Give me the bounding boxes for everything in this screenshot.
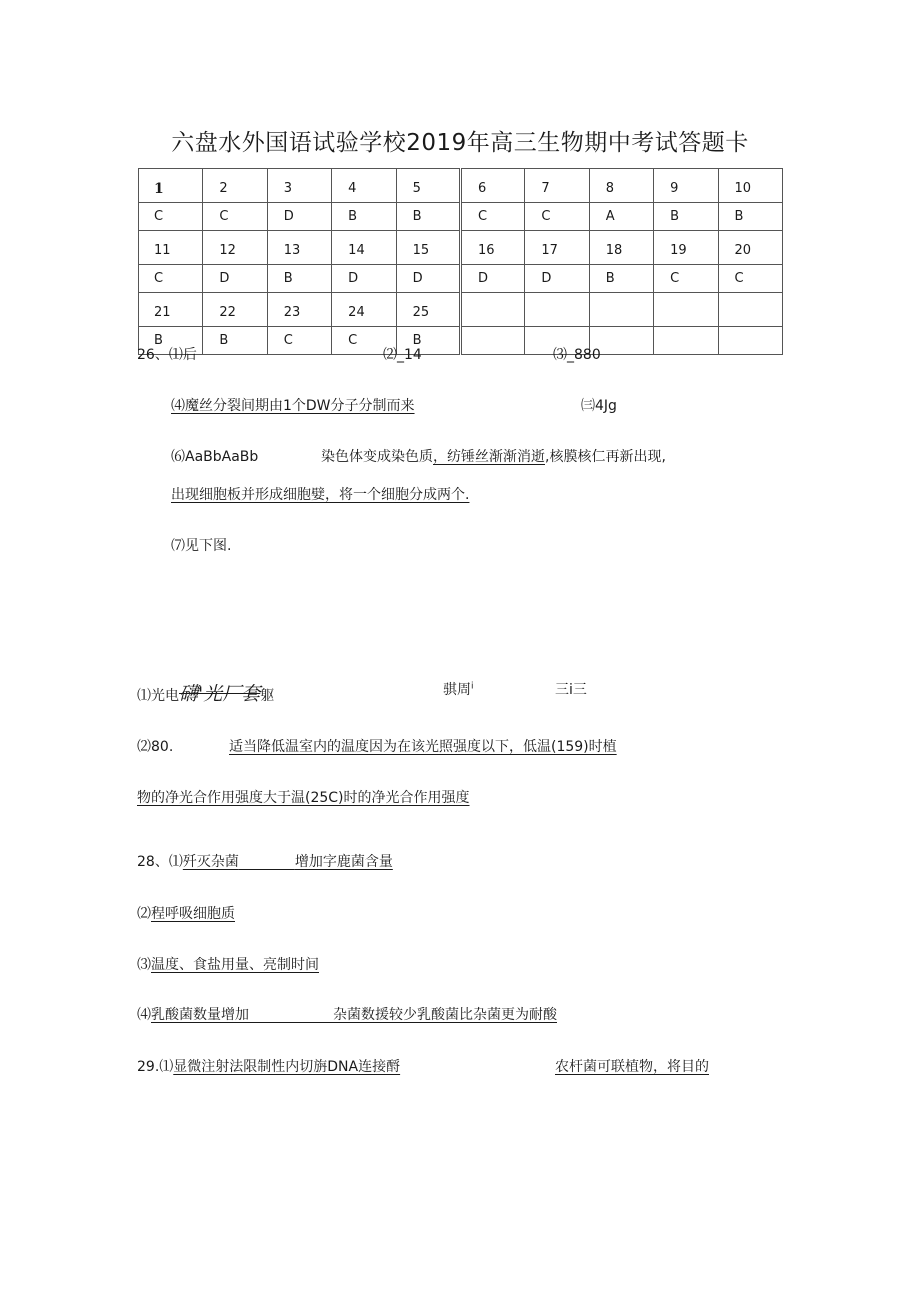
question-number-cell: 22 — [203, 293, 267, 327]
answer-cell: B — [267, 265, 331, 293]
answer-cell: D — [203, 265, 267, 293]
q28-answer-4-text2: 杂菌数援较少乳酸菌比杂菌更为耐酸 — [333, 1007, 557, 1023]
q27-answer-1-label: ⑴光电 — [137, 688, 179, 704]
q27-answer-1-mid-sup: i — [471, 681, 474, 692]
answer-cell: B — [589, 265, 653, 293]
question-number-cell: 7 — [525, 169, 589, 203]
question-number-cell: 13 — [267, 231, 331, 265]
q26-answer-6-part4: ,核膜核仁再新出现, — [545, 449, 666, 465]
q29-answer-1-label: 29.⑴ — [137, 1059, 174, 1075]
question-number-cell: 10 — [718, 169, 782, 203]
question-number-cell: 25 — [396, 293, 460, 327]
answer-cell: C — [654, 265, 718, 293]
question-number-cell: 12 — [203, 231, 267, 265]
q29-answer-1-right: 农杆菌可联植物，将目的 — [555, 1059, 709, 1075]
question-number-cell: 3 — [267, 169, 331, 203]
question-number-cell: 1 — [139, 169, 203, 203]
q29-answer-1-text: 显微注射法限制性内切旃DNA连接酹 — [173, 1059, 401, 1075]
answer-cell: B — [718, 203, 782, 231]
q28-answer-4-text: 乳酸菌数量增加 — [151, 1007, 249, 1023]
question-number-cell — [525, 293, 589, 327]
q26-answer-6-line2: 出现细胞板并形成细胞嬖，将一个细胞分成两个. — [171, 487, 470, 503]
q27-handwriting: 礴'光厂套 — [179, 683, 261, 705]
question-number-cell: 24 — [332, 293, 396, 327]
question-number-cell: 4 — [332, 169, 396, 203]
answer-cell — [718, 327, 782, 355]
question-number-cell: 23 — [267, 293, 331, 327]
q28-answer-2-label: ⑵ — [137, 906, 151, 922]
q26-answer-3: ⑶_880 — [553, 347, 601, 363]
q29-answer-1 — [137, 1056, 400, 1076]
answer-cell: D — [460, 265, 524, 293]
question-number-cell — [589, 293, 653, 327]
question-number-cell: 6 — [460, 169, 524, 203]
q27-answer-2-label: ⑵80. — [137, 739, 174, 755]
q28-answer-3 — [137, 954, 319, 974]
q26-answer-6-part2: ，纺锤丝渐渐 — [433, 449, 517, 465]
answer-row — [139, 327, 783, 355]
q28-answer-1 — [137, 851, 393, 871]
question-number-cell — [654, 293, 718, 327]
answer-cell: B — [396, 327, 460, 355]
q27-answer-2-text: 适当降低温室内的温度因为在该光照强度以下，低温(159)时植 — [229, 739, 617, 755]
question-number-cell: 2 — [203, 169, 267, 203]
q28-answer-1-text: 歼灭杂菌 — [182, 854, 239, 870]
question-number-cell: 16 — [460, 231, 524, 265]
answer-cell: D — [525, 265, 589, 293]
q28-answer-4 — [137, 1004, 557, 1024]
question-number-cell: 19 — [654, 231, 718, 265]
answer-cell: D — [396, 265, 460, 293]
answer-row — [139, 203, 783, 231]
answer-cell: B — [203, 327, 267, 355]
answer-cell: B — [332, 203, 396, 231]
q26-answer-7: ⑺见下图. — [171, 538, 232, 554]
q27-answer-1-mid-text: 骐周 — [443, 682, 471, 698]
question-number-cell: 21 — [139, 293, 203, 327]
q26-answer-6-part1: 染色体变成染色质 — [321, 449, 433, 465]
answer-cell: C — [139, 265, 203, 293]
q26-answer-5: ㈢4Jg — [581, 398, 617, 414]
q28-answer-1-text2: 增加字鹿菌含量 — [294, 854, 393, 870]
question-number-cell: 20 — [718, 231, 782, 265]
answer-cell: D — [267, 203, 331, 231]
answer-cell: B — [654, 203, 718, 231]
answer-cell — [654, 327, 718, 355]
answer-cell: A — [589, 203, 653, 231]
q27-answer-1-end: 躯 — [260, 688, 275, 704]
answer-cell: C — [267, 327, 331, 355]
question-number-cell: 8 — [589, 169, 653, 203]
q26-answer-6-label: ⑹AaBbAaBb — [171, 449, 259, 465]
answer-cell: C — [460, 203, 524, 231]
question-number-row — [139, 293, 783, 327]
q28-answer-3-text: 温度、食盐用量、亮制时间 — [151, 957, 319, 973]
q28-answer-2 — [137, 903, 235, 923]
q27-answer-1-right: 三i三 — [555, 682, 587, 698]
q26-answer-6-text — [321, 446, 666, 466]
q28-answer-2-text: 程呼吸细胞质 — [151, 906, 235, 922]
question-number-cell: 14 — [332, 231, 396, 265]
question-number-cell: 18 — [589, 231, 653, 265]
question-number-cell: 9 — [654, 169, 718, 203]
q26-answer-2: ⑵_14 — [383, 347, 422, 363]
answer-cell: B — [396, 203, 460, 231]
q26-answer-1: 26、⑴后 — [137, 347, 197, 363]
q28-answer-1-gap — [239, 854, 295, 870]
question-number-cell: 15 — [396, 231, 460, 265]
q28-answer-4-label: ⑷ — [137, 1007, 151, 1023]
question-number-cell: 5 — [396, 169, 460, 203]
q28-answer-4-gap — [249, 1007, 333, 1023]
question-number-row — [139, 169, 783, 203]
answer-cell: B — [139, 327, 203, 355]
answer-cell: C — [525, 203, 589, 231]
question-number-cell: 11 — [139, 231, 203, 265]
question-number-cell: 17 — [525, 231, 589, 265]
answer-cell: C — [203, 203, 267, 231]
q27-answer-1-mid — [443, 679, 474, 699]
answer-cell: D — [332, 265, 396, 293]
answer-cell — [460, 327, 524, 355]
question-number-cell — [460, 293, 524, 327]
answer-cell: C — [332, 327, 396, 355]
question-number-row — [139, 231, 783, 265]
page-title: 六盘水外国语试验学校2019年高三生物期中考试答题卡 — [171, 130, 749, 156]
answer-cell: C — [139, 203, 203, 231]
q28-answer-1-label: 28、⑴ — [137, 854, 183, 870]
question-number-cell — [718, 293, 782, 327]
q26-answer-6-part3: 消逝 — [517, 449, 545, 465]
answer-cell: C — [718, 265, 782, 293]
q26-answer-4: ⑷魔丝分裂间期由1个DW分子分制而来 — [171, 398, 415, 414]
q27-answer-1 — [137, 679, 274, 706]
q28-answer-3-label: ⑶ — [137, 957, 151, 973]
q27-answer-2-line2: 物的净光合作用强度大于温(25C)时的净光合作用强度 — [137, 790, 470, 806]
answer-table — [138, 168, 783, 355]
answer-row — [139, 265, 783, 293]
